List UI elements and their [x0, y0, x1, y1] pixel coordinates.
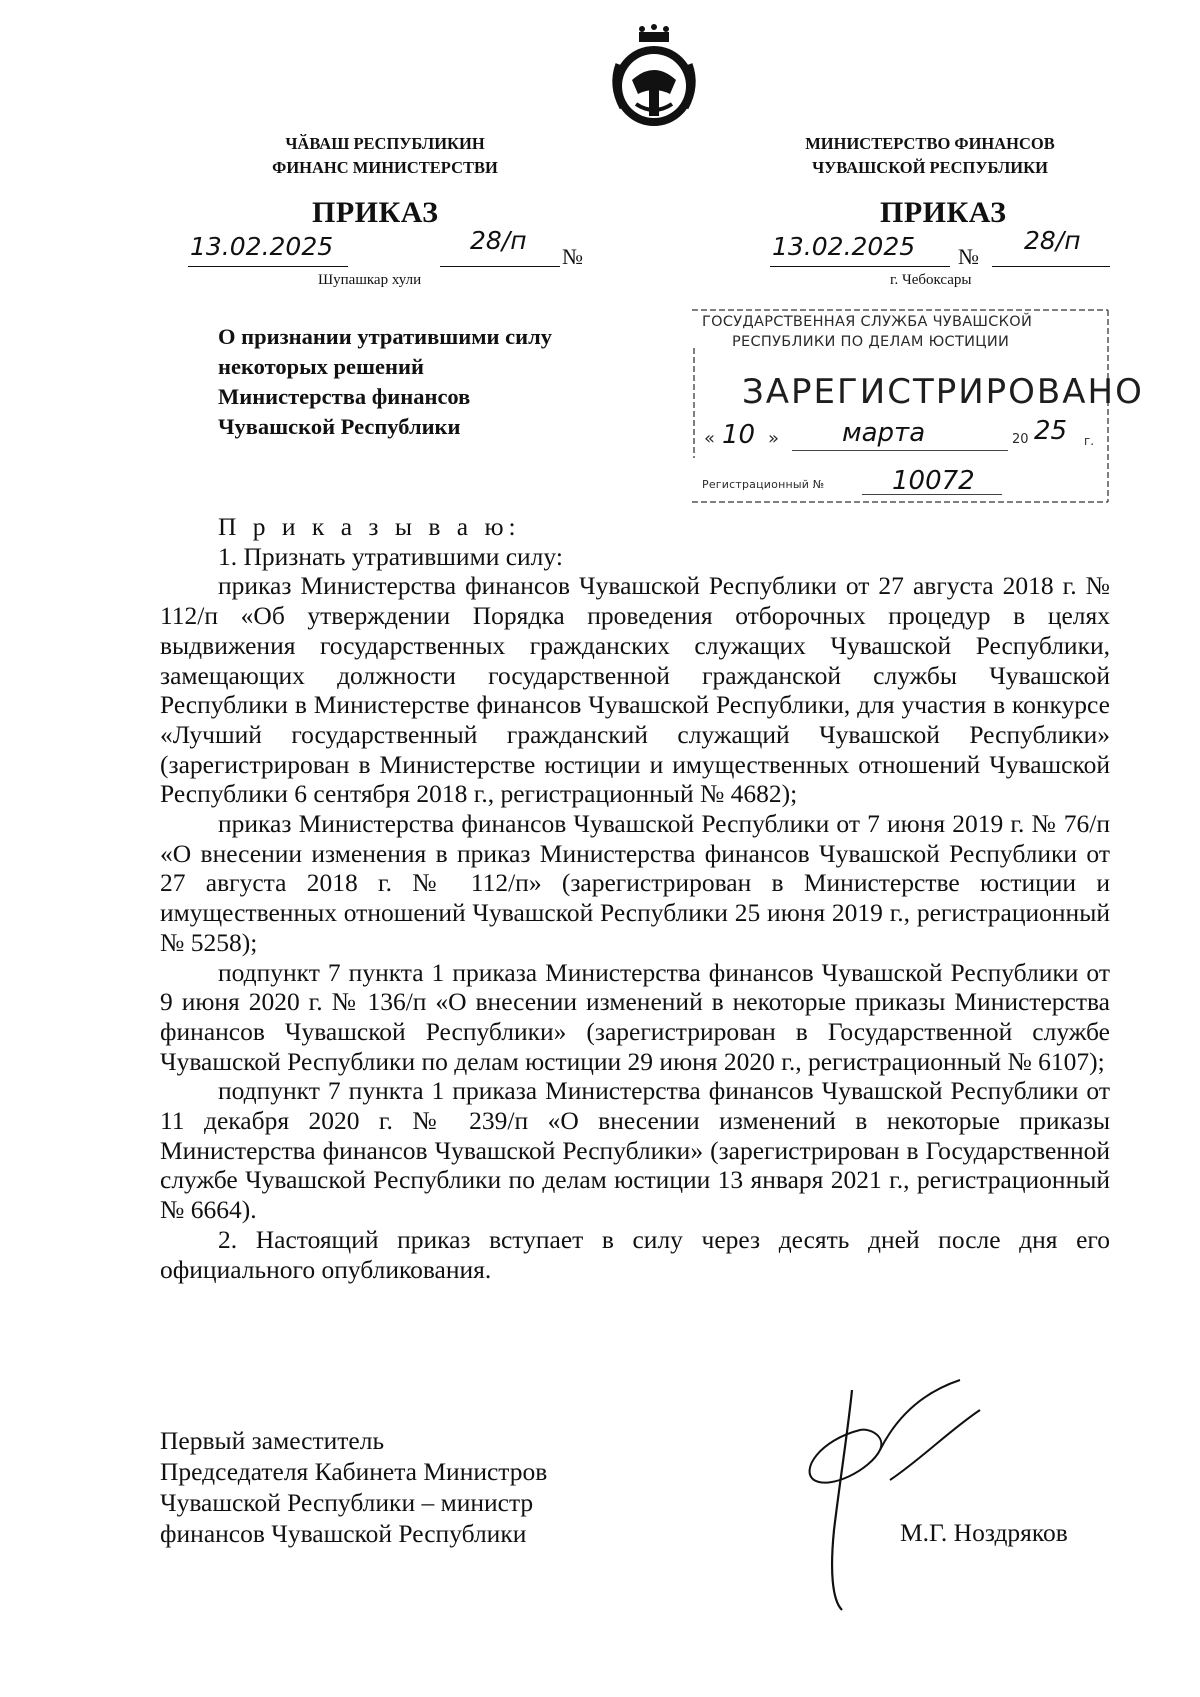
subject-line2: некоторых решений	[218, 354, 424, 379]
header-left-line1: ЧӐВАШ РЕСПУБЛИКИН	[285, 134, 485, 153]
chuvash-republic-emblem-icon	[606, 20, 702, 132]
signer-position-line2: Председателя Кабинета Министров	[160, 1457, 548, 1486]
order-number-right: 28/п	[1024, 226, 1081, 255]
subject-line1: О признании утратившими силу	[218, 324, 552, 349]
number-line-left	[440, 266, 560, 267]
header-right-line1: МИНИСТЕРСТВО ФИНАНСОВ	[805, 134, 1055, 153]
stamp-reg-line	[862, 494, 1002, 495]
clause-1: 1. Признать утратившими силу:	[218, 541, 563, 571]
signer-name: М.Г. Ноздряков	[900, 1518, 1068, 1547]
clause-1-item-4: подпункт 7 пункта 1 приказа Министерства финансов Чувашской Республики от 11 декабря 2020 г. № 239/п «О внесении изменений в некоторые приказы Министерства финансов Чувашской Республики» (зарегистрирован в Государственной службе Чувашской Республики по делам юстиции 13 января 2021 г., регистрационный № 6664).	[160, 1076, 1110, 1225]
signer-position-line3: Чувашской Республики – министр	[160, 1488, 534, 1517]
stamp-agency-line2: РЕСПУБЛИКИ ПО ДЕЛАМ ЮСТИЦИИ	[732, 334, 1010, 350]
stamp-year-suffix: 25	[1034, 416, 1068, 446]
date-line-right	[770, 266, 950, 267]
stamp-reg-label: Регистрационный №	[702, 478, 825, 491]
order-title-left: ПРИКАЗ	[312, 196, 439, 229]
stamp-day: 10	[722, 420, 756, 450]
place-right: г. Чебоксары	[890, 272, 972, 288]
order-date-right: 13.02.2025	[772, 232, 916, 261]
stamp-year-prefix: 20	[1012, 432, 1029, 447]
order-directive: П р и к а з ы в а ю:	[218, 512, 521, 541]
stamp-month-line	[792, 450, 1008, 451]
stamp-month: марта	[842, 418, 926, 448]
ministry-header-russian	[760, 132, 1100, 180]
order-title-right: ПРИКАЗ	[880, 196, 1007, 229]
ministry-header-chuvash	[215, 132, 555, 180]
order-number-left: 28/п	[470, 226, 527, 255]
order-subject	[218, 322, 658, 442]
stamp-close-quote: »	[768, 428, 780, 449]
header-left-line2: ФИНАНС МИНИСТЕРСТВИ	[272, 158, 498, 177]
date-line-left	[188, 266, 348, 267]
header-right-line2: ЧУВАШСКОЙ РЕСПУБЛИКИ	[812, 158, 1048, 177]
clause-1-item-2: приказ Министерства финансов Чувашской Республики от 7 июня 2019 г. № 76/п «О внесении изменения в приказ Министерства финансов Чувашской Республики от 27 августа 2018 г. № 112/п» (зарегистрирован в Министерстве юстиции и имущественных отношений Чувашской Республики 25 июня 2019 г., регистрационный № 5258);	[160, 809, 1110, 957]
stamp-reg-number: 10072	[892, 466, 975, 496]
order-body	[160, 512, 1110, 1284]
signer-position	[160, 1425, 780, 1549]
clause-1-item-3: подпункт 7 пункта 1 приказа Министерства финансов Чувашской Республики от 9 июня 2020 г. № 136/п «О внесении изменений в некоторые приказы Министерства финансов Чувашской Республики» (зарегистрирован в Государственной службе Чувашской Республики по делам юстиции 29 июня 2020 г., регистрационный № 6107);	[160, 957, 1110, 1076]
stamp-agency-line1: ГОСУДАРСТВЕННАЯ СЛУЖБА ЧУВАШСКОЙ	[702, 314, 1033, 330]
clause-1-item-1: приказ Министерства финансов Чувашской Республики от 27 августа 2018 г. № 112/п «Об утверждении Порядка проведения отборочных процедур в целях выдвижения государственных гражданских служащих Чувашской Республики, замещающих должности государственной гражданской службы Чувашской Республики в Министерстве финансов Чувашской Республики, для участия в конкурсе «Лучший государственный гражданский служащий Чувашской Республики» (зарегистрирован в Министерстве юстиции и имущественных отношений Чувашской Республики 6 сентября 2018 г., регистрационный № 4682);	[160, 571, 1110, 809]
clause-2: 2. Настоящий приказ вступает в силу через десять дней после дня его официального опубликования.	[160, 1224, 1110, 1284]
number-line-right	[992, 266, 1110, 267]
registration-stamp	[692, 308, 1144, 504]
handwritten-signature	[790, 1370, 1000, 1620]
number-sign-right: №	[958, 244, 979, 269]
stamp-year-unit: г.	[1084, 434, 1095, 448]
stamp-open-quote: «	[704, 428, 716, 449]
order-date-left: 13.02.2025	[190, 232, 334, 261]
signer-position-line1: Первый заместитель	[160, 1426, 385, 1455]
subject-line4: Чувашской Республики	[218, 414, 461, 439]
stamp-status: ЗАРЕГИСТРИРОВАНО	[742, 372, 1144, 412]
signer-position-line4: финансов Чувашской Республики	[160, 1519, 527, 1548]
subject-line3: Министерства финансов	[218, 384, 471, 409]
number-sign-left: №	[562, 244, 583, 269]
place-left: Шупашкар хули	[318, 272, 422, 288]
